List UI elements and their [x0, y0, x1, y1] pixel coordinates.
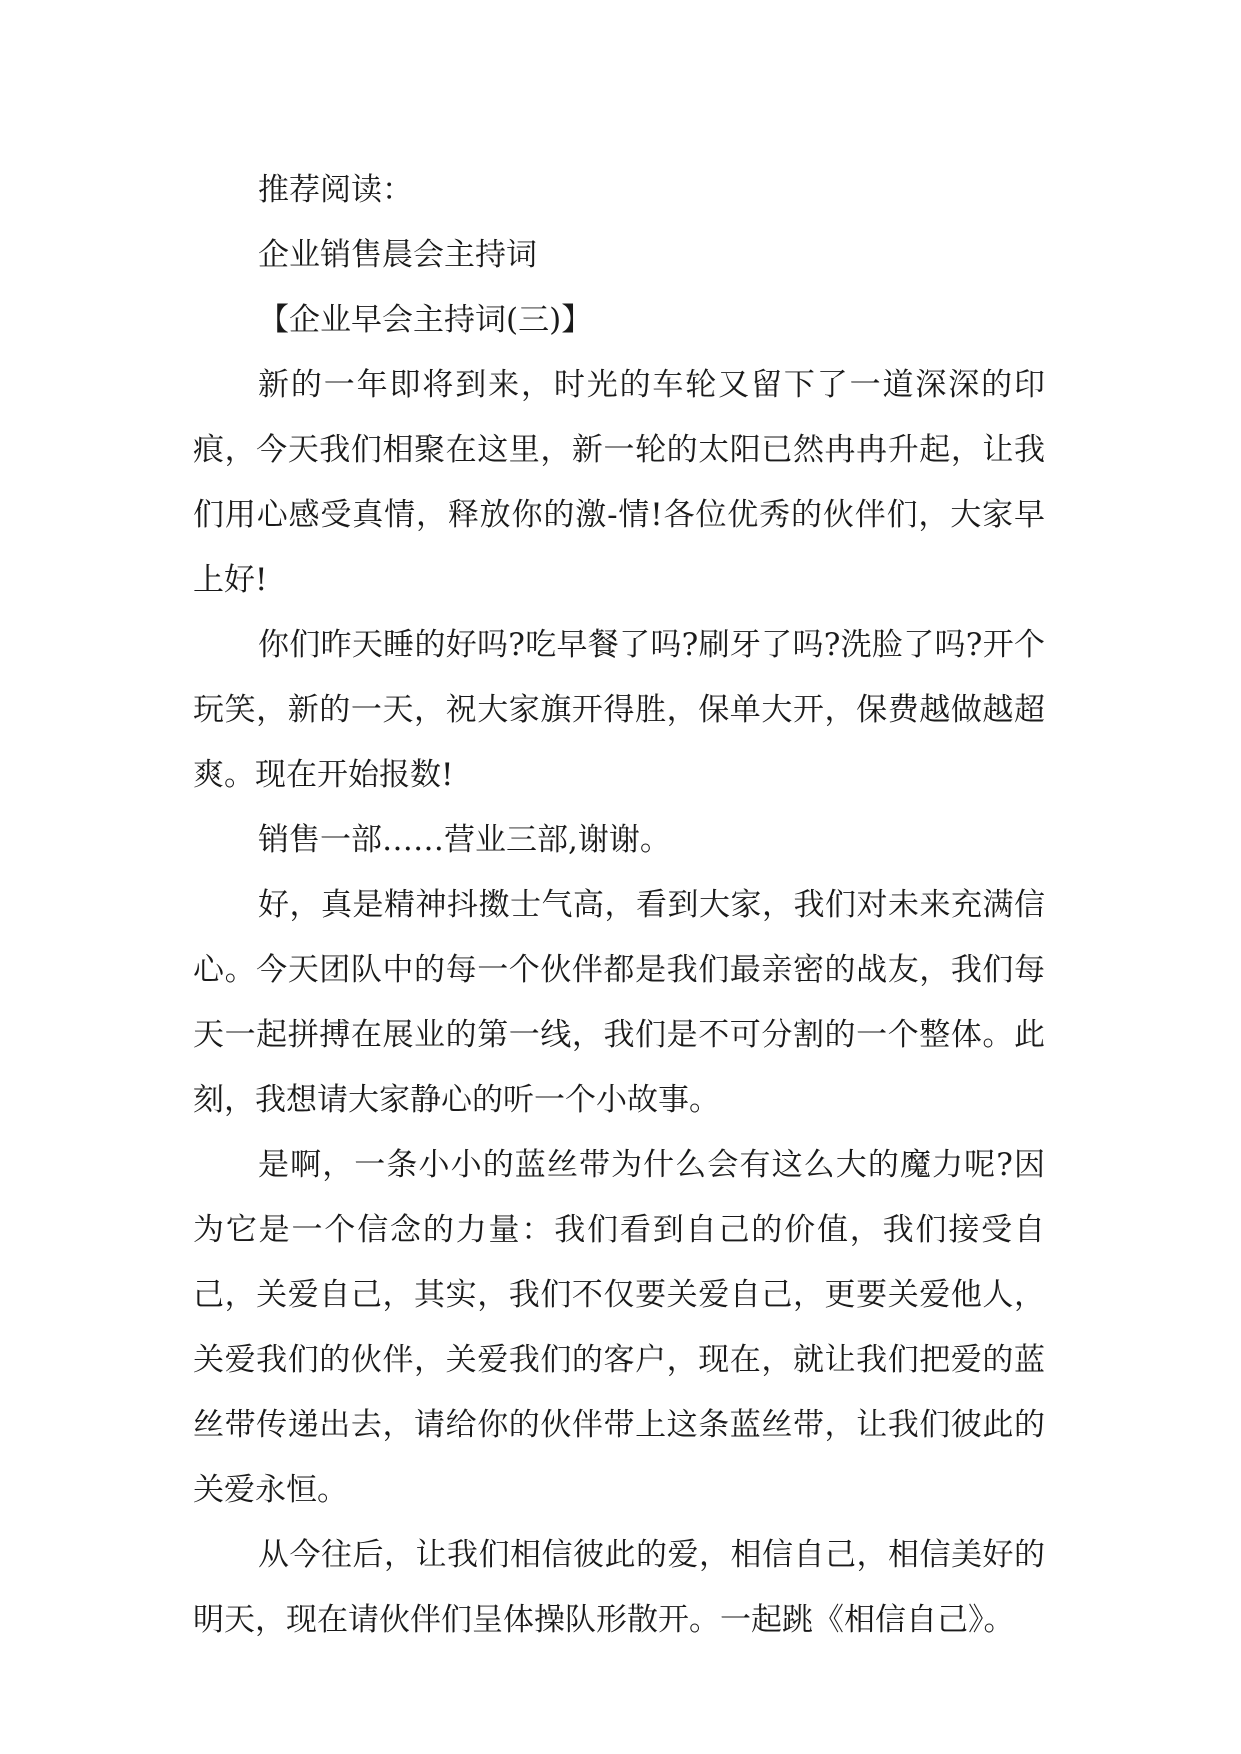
paragraph-team-spirit: 好，真是精神抖擞士气高，看到大家，我们对未来充满信心。今天团队中的每一个伙伴都是我们最亲密的战友，我们每天一起拼搏在展业的第一线，我们是不可分割的一个整体。此刻，我想请大家静心的听一个小故事。: [193, 887, 1045, 1118]
paragraph-greeting: 你们昨天睡的好吗?吃早餐了吗?刷牙了吗?洗脸了吗?开个玩笑，新的一天，祝大家旗开得胜，保单大开，保费越做越超爽。现在开始报数!: [193, 627, 1045, 793]
paragraph-opening: 新的一年即将到来，时光的车轮又留下了一道深深的印痕，今天我们相聚在这里，新一轮的太阳已然冉冉升起，让我们用心感受真情，释放你的激-情!各位优秀的伙伴们，大家早上好!: [193, 367, 1045, 598]
recommended-article-link: 企业销售晨会主持词: [258, 237, 537, 273]
section-heading: 【企业早会主持词(三)】: [258, 302, 593, 338]
document-body: [193, 158, 1045, 1653]
paragraph-blue-ribbon: 是啊，一条小小的蓝丝带为什么会有这么大的魔力呢?因为它是一个信念的力量：我们看到自己的价值，我们接受自己，关爱自己，其实，我们不仅要关爱自己，更要关爱他人，关爱我们的伙伴，关爱我们的客户，现在，就让我们把爱的蓝丝带传递出去，请给你的伙伴带上这条蓝丝带，让我们彼此的关爱永恒。: [193, 1147, 1045, 1508]
recommended-reading-label: 推荐阅读：: [258, 172, 413, 208]
paragraph-closing: 从今往后，让我们相信彼此的爱，相信自己，相信美好的明天，现在请伙伴们呈体操队形散开。一起跳《相信自己》。: [193, 1537, 1045, 1638]
paragraph-roll-call: 销售一部……营业三部,谢谢。: [258, 822, 671, 858]
